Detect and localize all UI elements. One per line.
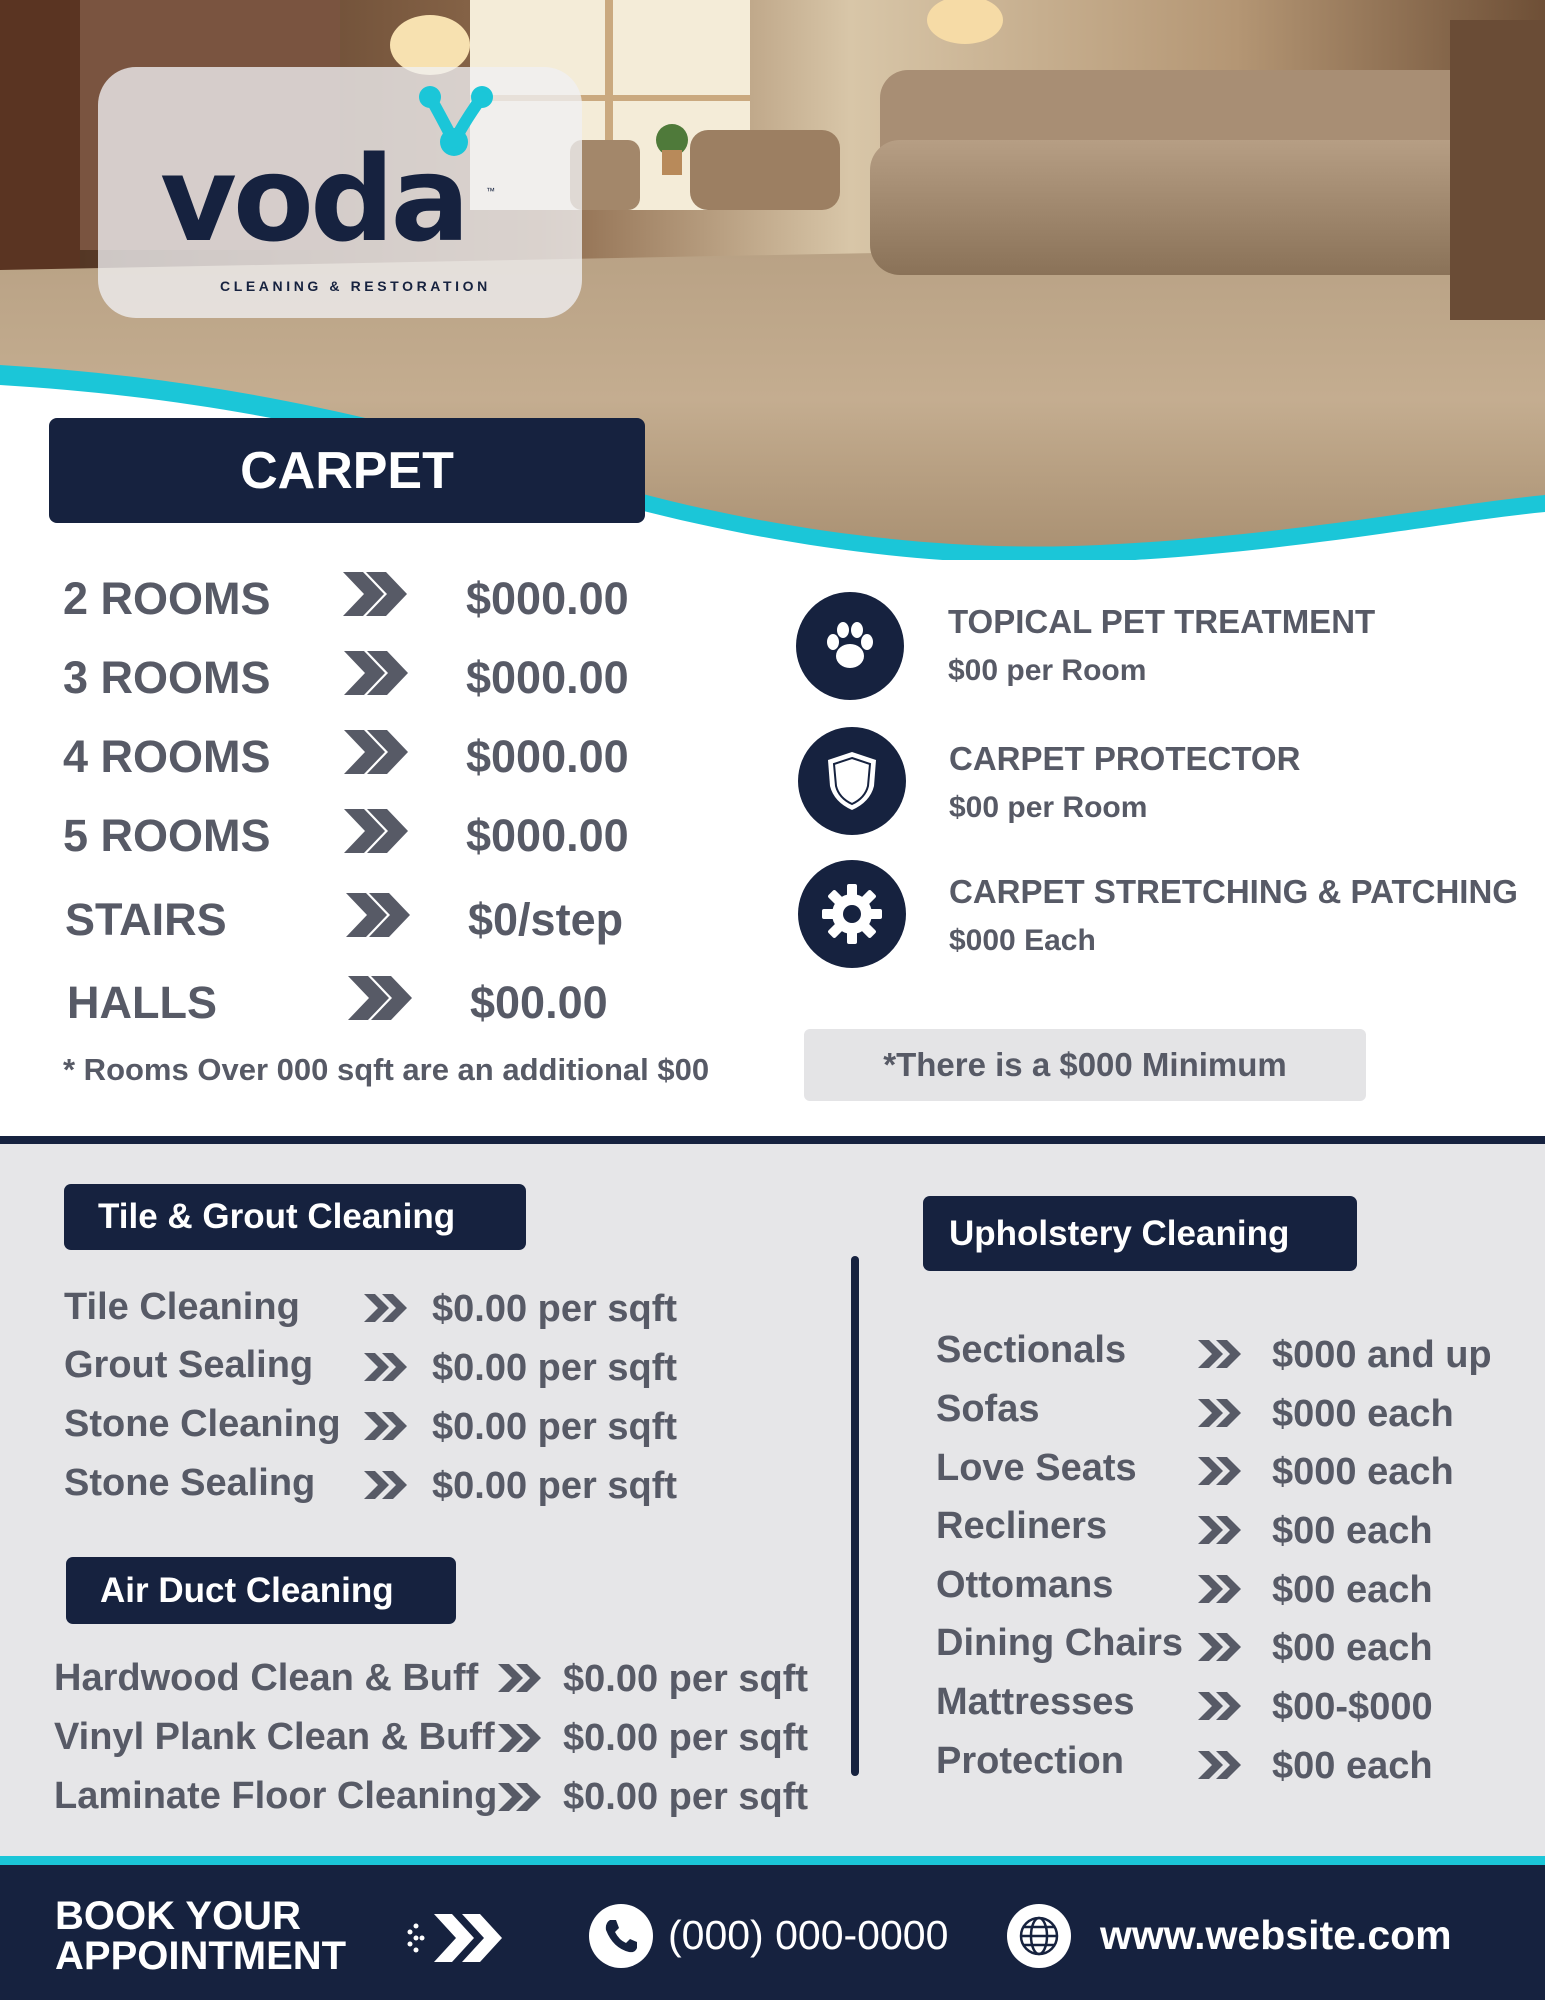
carpet-row-label: 2 ROOMS — [63, 573, 271, 624]
double-chevron-icon — [364, 1412, 407, 1440]
double-chevron-icon — [498, 1783, 541, 1811]
double-chevron-icon — [346, 893, 410, 937]
duct-heading: Air Duct Cleaning — [66, 1557, 456, 1624]
upholstery-item-name: Sofas — [936, 1388, 1040, 1430]
carpet-row-label: HALLS — [67, 977, 217, 1028]
carpet-row-label: 4 ROOMS — [63, 731, 271, 782]
trademark: ™ — [486, 186, 495, 196]
tile-item-name: Stone Sealing — [64, 1462, 316, 1504]
double-chevron-icon — [498, 1664, 541, 1692]
duct-item-name: Vinyl Plank Clean & Buff — [54, 1716, 495, 1758]
duct-item-price: $0.00 per sqft — [563, 1776, 808, 1818]
tile-item-price: $0.00 per sqft — [432, 1465, 677, 1507]
duct-item-price: $0.00 per sqft — [563, 1658, 808, 1700]
upholstery-item-price: $00 each — [1272, 1510, 1433, 1552]
book-line-2: APPOINTMENT — [55, 1934, 347, 1978]
tile-chevrons — [362, 1292, 412, 1514]
website-link[interactable]: www.website.com — [1100, 1912, 1452, 1958]
duct-item-name: Laminate Floor Cleaning — [54, 1775, 498, 1817]
brand-tagline: CLEANING & RESTORATION — [220, 278, 491, 294]
upholstery-item-name: Recliners — [936, 1505, 1108, 1547]
double-chevron-icon — [364, 1471, 407, 1499]
tile-item-price: $0.00 per sqft — [432, 1406, 677, 1448]
carpet-row-price: $000.00 — [466, 731, 629, 782]
arrow-chevrons-icon — [406, 1912, 506, 1964]
carpet-row-price: $00.00 — [470, 977, 608, 1028]
upholstery-item-name: Protection — [936, 1740, 1124, 1782]
carpet-row-label: 3 ROOMS — [63, 652, 271, 703]
tile-item-price: $0.00 per sqft — [432, 1347, 677, 1389]
column-separator — [851, 1256, 859, 1776]
double-chevron-icon — [1198, 1399, 1241, 1427]
rooms-note: * Rooms Over 000 sqft are an additional $00 — [63, 1052, 710, 1087]
carpet-chevrons — [340, 570, 420, 1020]
upholstery-item-price: $00 each — [1272, 1569, 1433, 1611]
duct-chevrons — [496, 1662, 546, 1822]
upholstery-item-name: Love Seats — [936, 1447, 1137, 1489]
upholstery-item-name: Ottomans — [936, 1564, 1114, 1606]
double-chevron-icon — [1198, 1633, 1241, 1661]
gear-icon — [798, 860, 906, 968]
upholstery-item-price: $00-$000 — [1272, 1686, 1433, 1728]
carpet-row-label: STAIRS — [65, 894, 227, 945]
upholstery-heading: Upholstery Cleaning — [923, 1196, 1357, 1271]
double-chevron-icon — [1198, 1575, 1241, 1603]
upholstery-item-price: $000 and up — [1272, 1334, 1492, 1376]
double-chevron-icon — [1198, 1340, 1241, 1368]
carpet-row-price: $000.00 — [466, 573, 629, 624]
paw-icon — [796, 592, 904, 700]
service-price: $00 per Room — [949, 791, 1148, 824]
upholstery-item-price: $00 each — [1272, 1745, 1433, 1787]
double-chevron-icon — [343, 572, 407, 616]
tile-item-price: $0.00 per sqft — [432, 1288, 677, 1330]
double-chevron-icon — [344, 809, 408, 853]
double-chevron-icon — [498, 1724, 541, 1752]
tile-item-name: Stone Cleaning — [64, 1403, 341, 1445]
book-appointment-cta[interactable] — [55, 1896, 346, 1976]
service-title: CARPET PROTECTOR — [949, 740, 1301, 777]
minimum-note: *There is a $000 Minimum — [804, 1029, 1366, 1101]
upholstery-item-price: $000 each — [1272, 1451, 1454, 1493]
tile-heading: Tile & Grout Cleaning — [64, 1184, 526, 1250]
upholstery-item-price: $00 each — [1272, 1627, 1433, 1669]
shield-icon — [798, 727, 906, 835]
duct-item-price: $0.00 per sqft — [563, 1717, 808, 1759]
carpet-heading: CARPET — [49, 418, 645, 523]
service-price: $00 per Room — [948, 654, 1147, 687]
tile-item-name: Tile Cleaning — [64, 1286, 300, 1328]
phone-number[interactable]: (000) 000-0000 — [668, 1912, 949, 1958]
carpet-row-price: $0/step — [468, 894, 624, 945]
double-chevron-icon — [364, 1353, 407, 1381]
double-chevron-icon — [348, 976, 412, 1020]
double-chevron-icon — [1198, 1692, 1241, 1720]
double-chevron-icon — [1198, 1751, 1241, 1779]
footer-accent-line — [0, 1856, 1545, 1865]
globe-icon — [1007, 1904, 1071, 1968]
double-chevron-icon — [1198, 1457, 1241, 1485]
phone-icon — [589, 1904, 653, 1968]
brand-name: voda — [160, 130, 467, 268]
double-chevron-icon — [1198, 1516, 1241, 1544]
duct-item-name: Hardwood Clean & Buff — [54, 1657, 479, 1699]
upholstery-item-price: $000 each — [1272, 1393, 1454, 1435]
tile-item-name: Grout Sealing — [64, 1344, 314, 1386]
book-line-1: BOOK YOUR — [55, 1894, 301, 1938]
double-chevron-icon — [344, 651, 408, 695]
upholstery-item-name: Dining Chairs — [936, 1622, 1184, 1664]
double-chevron-icon — [364, 1294, 407, 1322]
service-price: $000 Each — [949, 924, 1096, 957]
upholstery-item-name: Sectionals — [936, 1329, 1127, 1371]
upholstery-item-name: Mattresses — [936, 1681, 1135, 1723]
carpet-row-price: $000.00 — [466, 810, 629, 861]
service-title: TOPICAL PET TREATMENT — [948, 603, 1376, 640]
carpet-row-price: $000.00 — [466, 652, 629, 703]
section-divider — [0, 1136, 1545, 1144]
carpet-row-label: 5 ROOMS — [63, 810, 271, 861]
double-chevron-icon — [344, 730, 408, 774]
upholstery-chevrons — [1196, 1338, 1246, 1788]
service-title: CARPET STRETCHING & PATCHING — [949, 873, 1518, 910]
